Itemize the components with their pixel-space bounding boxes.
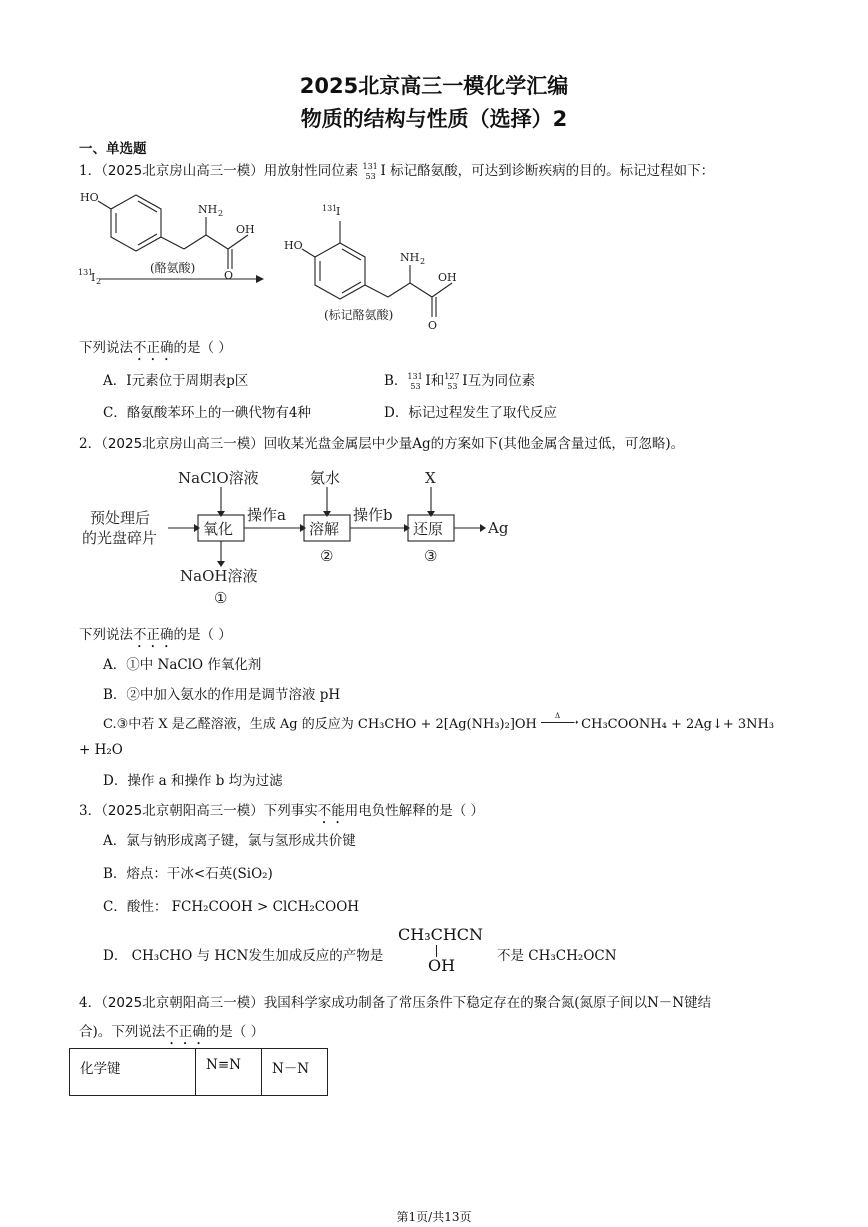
svg-text:还原: 还原: [413, 520, 444, 538]
svg-text:HO: HO: [284, 239, 303, 252]
svg-text:③: ③: [424, 547, 438, 565]
iodine-isotope: 131 53: [362, 161, 378, 181]
page-footer: 第1页/共13页: [396, 1210, 472, 1224]
svg-text:O: O: [428, 319, 438, 332]
q3-option-a: A．氯与钠形成离子键，氯与氢形成共价键: [103, 833, 356, 849]
svg-text:2: 2: [420, 257, 426, 266]
svg-text:OH: OH: [236, 223, 255, 236]
svg-text:Ag: Ag: [488, 519, 509, 537]
svg-text:氨水: 氨水: [310, 469, 341, 487]
q3-option-c: C．酸性： FCH₂COOH > ClCH₂COOH: [103, 899, 360, 915]
section-heading: 一、单选题: [79, 141, 147, 157]
svg-text:(标记酪氨酸): (标记酪氨酸): [324, 308, 394, 322]
q2-option-b: B．②中加入氨水的作用是调节溶液 pH: [103, 687, 341, 703]
q1-option-a: A．I元素位于周期表p区: [103, 373, 249, 389]
q3-option-d-text: D． CH₃CHO 与 HCN发生加成反应的产物是: [103, 948, 384, 964]
q2-option-c: C.③中若 X 是乙醛溶液，生成 Ag 的反应为 CH₃CHO + 2[Ag(NH₃)₂]OH Δ ➝ CH₃COONH₄ + 2Ag↓+ 3NH₃: [103, 712, 775, 732]
question-4-stem-2: 合)。下列说法不正确的是（ ）: [79, 1024, 265, 1040]
page-title: 2025北京高三一模化学汇编: [299, 74, 569, 98]
svg-text:②: ②: [320, 547, 334, 565]
svg-text:(酪氨酸): (酪氨酸): [150, 261, 196, 275]
question-1-stem: 1．（2025北京房山高三一模）用放射性同位素 131 53 I 标记酪氨酸，可达到诊断疾病的目的。标记过程如下：: [79, 161, 715, 181]
table-cell: 化学键: [70, 1049, 196, 1096]
table-cell: N－N: [262, 1049, 328, 1096]
svg-text:预处理后: 预处理后: [90, 509, 151, 527]
q2-option-d: D．操作 a 和操作 b 均为过滤: [103, 773, 283, 789]
svg-text:①: ①: [214, 589, 228, 607]
question-2-stem: 2．（2025北京房山高三一模）回收某光盘金属层中少量Ag的方案如下(其他金属含量过低，可忽略)。: [79, 436, 685, 452]
question-2-ask: 下列说法不正确的是（ ）: [79, 627, 232, 643]
q3-option-d-tail: 不是 CH₃CH₂OCN: [497, 948, 617, 964]
svg-text:O: O: [224, 269, 234, 282]
bond-table: [69, 1048, 328, 1096]
svg-text:操作a: 操作a: [247, 506, 286, 524]
svg-text:I: I: [336, 205, 341, 218]
svg-text:I: I: [91, 271, 96, 284]
svg-text:131: 131: [78, 268, 94, 277]
q2-option-a: A．①中 NaClO 作氧化剂: [103, 657, 262, 673]
silver-recovery-flowchart: [78, 465, 518, 615]
q3-option-d-structure: CH₃CHCN OH: [398, 925, 484, 975]
svg-text:2: 2: [96, 277, 102, 286]
svg-text:操作b: 操作b: [353, 506, 393, 524]
table-cell: N≡N: [196, 1049, 262, 1096]
question-1-ask: 下列说法不正确的是（ ）: [79, 340, 232, 356]
svg-text:NH: NH: [198, 203, 218, 216]
svg-text:NaOH溶液: NaOH溶液: [180, 567, 258, 585]
tyrosine-labeling-scheme: [78, 183, 478, 333]
q3-option-b: B．熔点：干冰<石英(SiO₂): [103, 866, 273, 882]
table-row: [70, 1049, 328, 1096]
question-4-stem: 4．（2025北京朝阳高三一模）我国科学家成功制备了常压条件下稳定存在的聚合氮(氮原子间以N－N键结: [79, 995, 712, 1011]
svg-text:的光盘碎片: 的光盘碎片: [82, 529, 158, 547]
q1-option-b: B． 131 53 I和 127 53 I互为同位素: [384, 371, 536, 391]
heat-arrow: Δ ➝: [541, 718, 577, 728]
svg-text:OH: OH: [438, 271, 457, 284]
svg-text:X: X: [425, 469, 436, 487]
question-3-stem: 3．（2025北京朝阳高三一模）下列事实不能用电负性解释的是（ ）: [79, 803, 484, 819]
q1-option-d: D．标记过程发生了取代反应: [384, 405, 557, 421]
q1-option-c: C．酪氨酸苯环上的一碘代物有4种: [103, 405, 311, 421]
svg-text:溶解: 溶解: [309, 520, 340, 538]
svg-text:NaClO溶液: NaClO溶液: [178, 469, 259, 487]
svg-text:2: 2: [218, 209, 224, 218]
svg-text:131: 131: [322, 204, 338, 213]
page-subtitle: 物质的结构与性质（选择）2: [300, 107, 568, 131]
benzene-ring: [111, 195, 161, 251]
q2-option-c-cont: + H₂O: [79, 742, 123, 758]
svg-text:NH: NH: [400, 251, 420, 264]
svg-text:氧化: 氧化: [203, 520, 234, 538]
svg-text:HO: HO: [80, 191, 99, 204]
